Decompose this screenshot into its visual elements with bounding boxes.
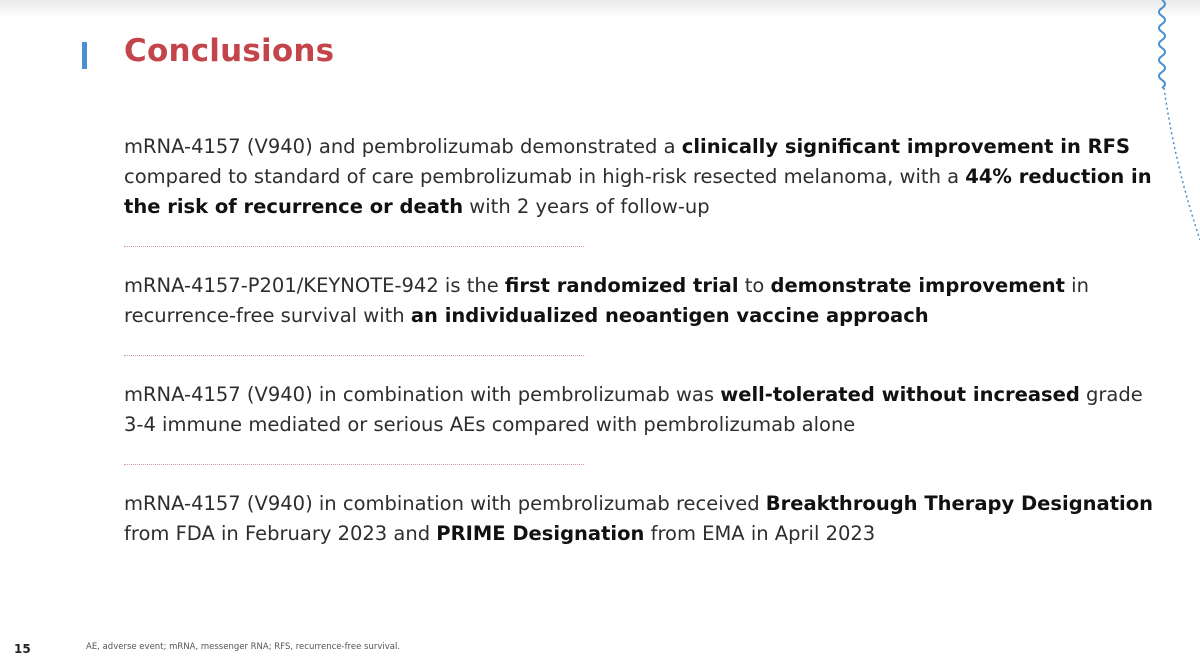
title-accent-bar (82, 42, 87, 69)
bold-text: first randomized trial (504, 274, 739, 297)
bullet-separator (124, 246, 584, 247)
conclusion-item (124, 271, 1154, 331)
text: compared to standard of care pembrolizumab in high-risk resected melanoma, with a (124, 165, 966, 188)
conclusion-item (124, 132, 1154, 222)
text: in recurrence-free survival with (124, 274, 1089, 327)
top-shadow (0, 0, 1200, 18)
text: to (738, 274, 771, 297)
text: mRNA-4157 (V940) in combination with pembrolizumab received (124, 492, 766, 515)
bold-text: well-tolerated without increased (720, 383, 1080, 406)
bold-text: PRIME Designation (436, 522, 645, 545)
footnote: AE, adverse event; mRNA, messenger RNA; RFS, recurrence-free survival. (86, 642, 401, 652)
text: grade 3-4 immune mediated or serious AEs compared with pembrolizumab alone (124, 383, 1143, 436)
decorative-wave-icon (1140, 0, 1200, 260)
text: mRNA-4157 (V940) in combination with pembrolizumab was (124, 383, 721, 406)
slide-title: Conclusions (124, 33, 335, 69)
text: mRNA-4157-P201/KEYNOTE-942 is the (124, 274, 505, 297)
bold-text: 44% reduction in the risk of recurrence or death (124, 165, 1152, 218)
text: mRNA-4157 (V940) and pembrolizumab demonstrated a (124, 135, 682, 158)
conclusions-list (124, 132, 1154, 549)
bold-text: clinically significant improvement in RFS (681, 135, 1131, 158)
bullet-separator (124, 464, 584, 465)
page-number: 15 (14, 642, 31, 656)
conclusion-item (124, 380, 1154, 440)
bold-text: demonstrate improvement (770, 274, 1065, 297)
text: with 2 years of follow-up (463, 195, 710, 218)
text: from FDA in February 2023 and (124, 522, 437, 545)
conclusion-item (124, 489, 1154, 549)
bold-text: Breakthrough Therapy Designation (765, 492, 1153, 515)
text: from EMA in April 2023 (644, 522, 876, 545)
bold-text: an individualized neoantigen vaccine approach (410, 304, 929, 327)
bullet-separator (124, 355, 584, 356)
